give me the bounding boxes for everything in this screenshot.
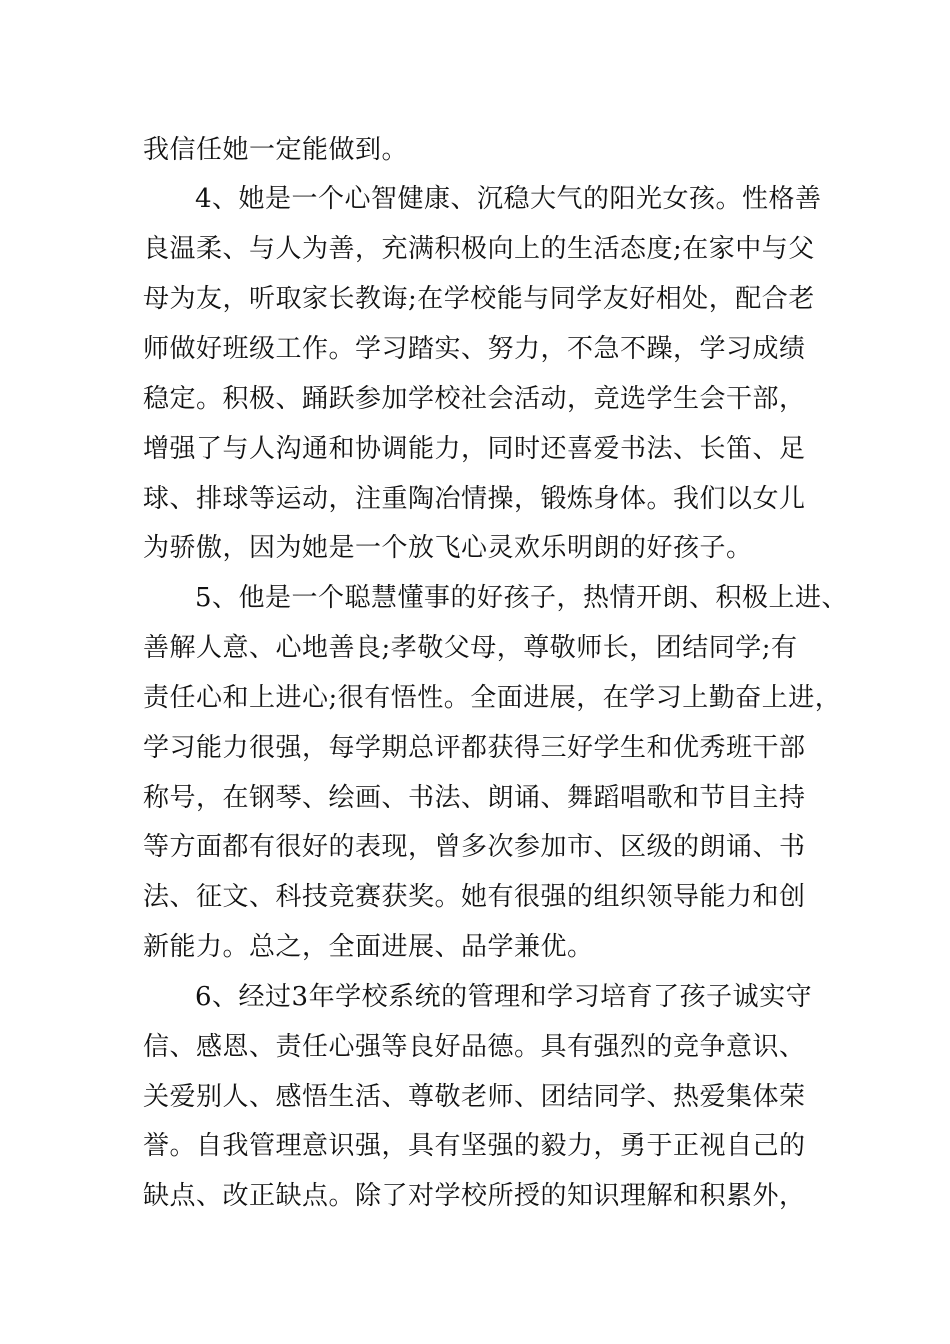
paragraph-4-first-line: 4、她是一个心智健康、沉稳大气的阳光女孩。性格善 [195, 184, 822, 214]
text-line: 称号，在钢琴、绘画、书法、朗诵、舞蹈唱歌和节目主持 [143, 783, 806, 813]
text-line: 稳定。积极、踊跃参加学校社会活动，竞选学生会干部， [143, 384, 806, 414]
text-line: 新能力。总之，全面进展、品学兼优。 [143, 932, 594, 962]
text-line: 责任心和上进心;很有悟性。全面进展，在学习上勤奋上进， [143, 683, 842, 713]
text-line: 缺点、改正缺点。除了对学校所授的知识理解和积累外， [143, 1181, 806, 1211]
text-line: 师做好班级工作。学习踏实、努力，不急不躁，学习成绩 [143, 334, 806, 364]
paragraph-6-first-line: 6、经过3年学校系统的管理和学习培育了孩子诚实守 [195, 982, 813, 1012]
text-line: 法、征文、科技竞赛获奖。她有很强的组织领导能力和创 [143, 882, 806, 912]
text-line: 善解人意、心地善良;孝敬父母，尊敬师长，团结同学;有 [143, 633, 798, 663]
text-line: 良温柔、与人为善，充满积极向上的生活态度;在家中与父 [143, 234, 815, 264]
paragraph-5-first-line: 5、他是一个聪慧懂事的好孩子，热情开朗、积极上进、 [195, 583, 849, 613]
text-line: 我信任她一定能做到。 [143, 135, 409, 165]
text-line: 增强了与人沟通和协调能力，同时还喜爱书法、长笛、足 [143, 434, 806, 464]
text-line: 等方面都有很好的表现，曾多次参加市、区级的朗诵、书 [143, 832, 806, 862]
text-line: 信、感恩、责任心强等良好品德。具有强烈的竞争意识、 [143, 1032, 806, 1062]
text-line: 球、排球等运动，注重陶冶情操，锻炼身体。我们以女儿 [143, 484, 806, 514]
text-line: 学习能力很强，每学期总评都获得三好学生和优秀班干部 [143, 733, 806, 763]
text-line: 誉。自我管理意识强，具有坚强的毅力，勇于正视自己的 [143, 1131, 806, 1161]
text-line: 母为友，听取家长教诲;在学校能与同学友好相处，配合老 [143, 284, 815, 314]
text-line: 关爱别人、感悟生活、尊敬老师、团结同学、热爱集体荣 [143, 1082, 806, 1112]
text-line: 为骄傲，因为她是一个放飞心灵欢乐明朗的好孩子。 [143, 533, 753, 563]
